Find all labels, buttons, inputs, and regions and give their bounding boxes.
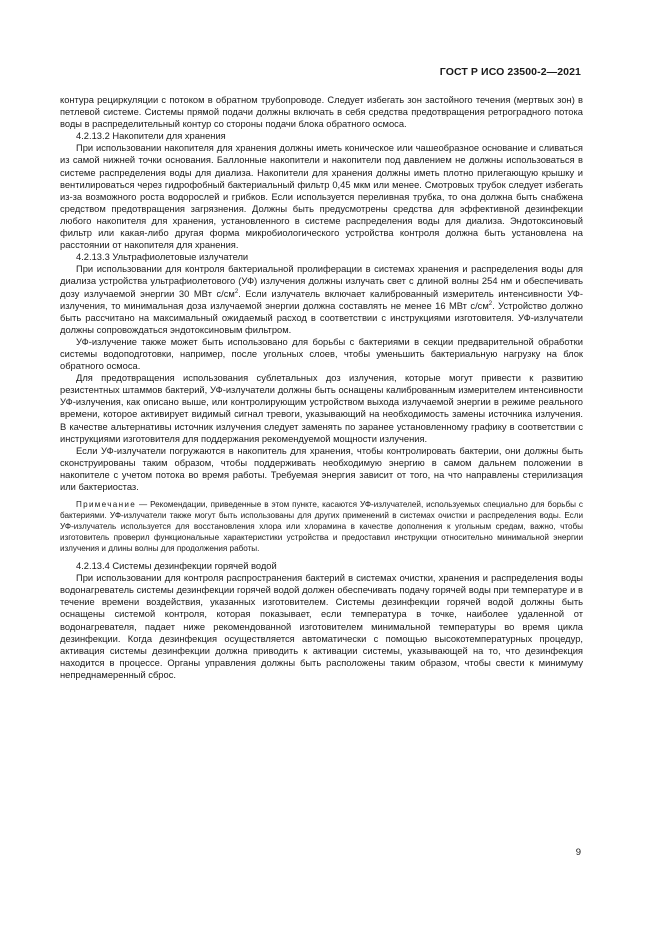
paragraph-uv-dose: При использовании для контроля бактериальной пролиферации в системах хранения и распределения воды для диализа устройства ультрафиолетового (УФ) излучения должны излучать свет с длиной волны 254 нм и обеспечивать дозу излучаемой энергии 30 МВт $с/см^2$. Если излучатель включает калиброванный измеритель интенсивности УФ-излучения, то минимальная доза излучаемой энергии должна составлять не менее 16 МВт $с/см^2$. Устройство должно быть рассчитано на максимальный ожидаемый расход в соответствии с инструкциями изготовителя. УФ-излучатели должны сопровождаться эндотоксиновым фильтром. — [60, 264, 584, 335]
note-uv: Примечание — Рекомендации, приведенные в этом пункте, касаются УФ-излучателей, используемых специально для борьбы с бактериями. УФ-излучатели также могут быть использованы для других применений в системах очистки и распределения воды. Если УФ-излучатель используется для восстановления хлора или хлорамина в качестве дополнения к угольным средам, важно, чтобы изготовитель проверил функциональные характеристики устройства и предоставил инструкции относительно минимальной энергии излучения и длины волны для продолжения работы. — [60, 500, 583, 554]
section-heading-storage-tanks: 4.2.13.2 Накопители для хранения — [76, 131, 226, 142]
paragraph-hot-water: При использовании для контроля распространения бактерий в системах очистки, хранения и распределения воды водонагреватель системы дезинфекции горячей водой должен обеспечивать подачу горячей воды при температуре и в течение времени воздействия, указанных изготовителем. Системы дезинфекции горячей водой должны быть оснащены системой контроля, которая показывает, если температура в точке, наиболее удаленной от водонагревателя, падает ниже рекомендованной изготовителем минимальной температуры во время цикла дезинфекции. Когда дезинфекция осуществляется автоматически с помощью высокотемпературных процедур, активация системы дезинфекции должна приводить к активации системы, указывающей на то, что дезинфекция находится в процессе. Органы управления должны быть расположены таким образом, чтобы свести к минимуму непреднамеренный сброс. — [60, 573, 583, 680]
paragraph-recirculation: контура рециркуляции с потоком в обратном трубопроводе. Следует избегать зон застойного течения (мертвых зон) в петлевой системе. Системы прямой подачи должны включать в себя средства предотвращения ретроградного потока воды в распределительный контур со стороны подачи блока обратного осмоса. — [60, 95, 583, 130]
section-heading-hot-water: 4.2.13.4 Системы дезинфекции горячей водой — [76, 561, 277, 572]
section-heading-uv-emitters: 4.2.13.3 Ультрафиолетовые излучатели — [76, 252, 249, 263]
paragraph-uv-pretreatment: УФ-излучение также может быть использовано для борьбы с бактериями в секции предварительной обработки системы водоподготовки, например, после угольных слоев, чтобы уменьшить бактериальную нагрузку на блок обратного осмоса. — [60, 336, 583, 372]
document-body — [60, 94, 583, 681]
paragraph-uv-sublethal: Для предотвращения использования сублетальных доз излучения, которые могут привести к развитию резистентных штаммов бактерий, УФ-излучатели должны быть оснащены калиброванным измерителем интенсивности УФ-излучения, как описано выше, или контролирующим устройством выхода излучаемой энергии в режиме реального времени, которое активирует видимый сигнал тревоги, указывающий на необходимость замены источника излучения. В качестве альтернативы источник излучения следует заменять по заранее установленному графику в соответствии с инструкциями изготовителя для поддержания рекомендуемой мощности излучения. — [60, 373, 583, 444]
note-label: Примечание — [76, 500, 137, 510]
paragraph-uv-submerged: Если УФ-излучатели погружаются в накопитель для хранения, чтобы контролировать бактерии, они должны быть сконструированы таким образом, чтобы поддерживать необходимую энергию в самом дальнем положении в накопителе с учетом потока во время работы. Требуемая энергия зависит от того, на что направлены стерилизация или бактериостаз. — [60, 445, 583, 492]
page-number: 9 — [575, 847, 581, 858]
paragraph-storage-tanks: При использовании накопителя для хранения должны иметь коническое или чашеобразное основание и сливаться из самой нижней точки основания. Баллонные накопители и накопители под давлением не должны использоваться в системе распределения воды для диализа. Накопители для хранения должны иметь плотно прилегающую крышку и вентилироваться через гидрофобный бактериальный фильтр 0,45 мкм или менее. Смотровых трубок следует избегать из-за возможного роста водорослей и грибков. Если используется переливная трубка, то она должна быть снабжена средством предотвращения загрязнения. Должны быть предусмотрены средства для эффективной дезинфекции любого накопителя для хранения, установленного в системе распределения воды для диализа. Эндотоксиновый фильтр или какая-либо другая форма микробиологического устройства контроля должна быть установлена на расстоянии от накопителя для хранения. — [60, 143, 583, 251]
standard-header: ГОСТ Р ИСО 23500-2—2021 — [439, 66, 581, 78]
